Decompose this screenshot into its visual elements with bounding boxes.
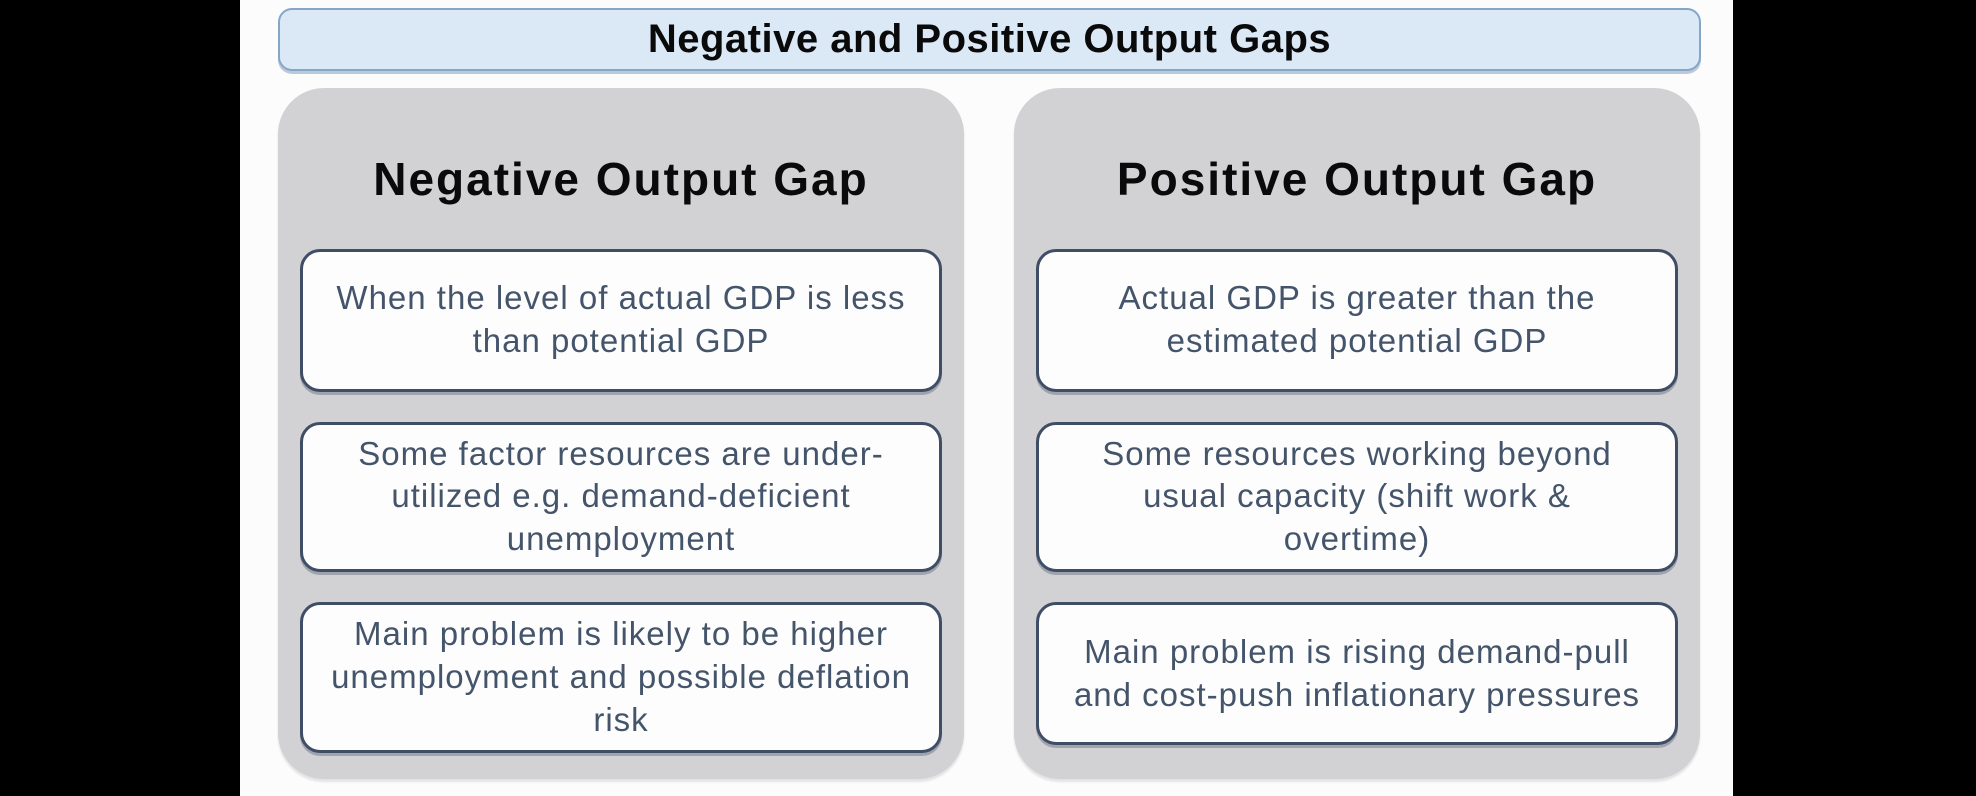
slide-canvas	[240, 0, 1733, 796]
negative-card-definition	[300, 249, 942, 392]
negative-panel-heading: Negative Output Gap	[373, 153, 869, 205]
positive-card-resources-text: Some resources working beyond usual capacity (shift work & overtime)	[1102, 434, 1612, 558]
negative-output-gap-panel	[278, 88, 964, 779]
panels-row	[278, 88, 1700, 779]
negative-cards	[300, 249, 942, 753]
positive-cards	[1036, 249, 1678, 746]
positive-card-resources	[1036, 422, 1678, 573]
positive-card-problem-text: Main problem is rising demand-pull and cost-push inflationary pressures	[1073, 632, 1641, 713]
negative-card-problem-text: Main problem is likely to be higher unemployment and possible deflation risk	[331, 615, 911, 739]
positive-card-definition-text: Actual GDP is greater than the estimated potential GDP	[1118, 279, 1596, 360]
negative-card-definition-text: When the level of actual GDP is less than potential GDP	[336, 279, 906, 360]
negative-card-problem	[300, 602, 942, 753]
negative-card-resources	[300, 422, 942, 573]
positive-card-problem	[1036, 602, 1678, 745]
positive-card-definition	[1036, 249, 1678, 392]
positive-output-gap-panel	[1014, 88, 1700, 779]
negative-card-resources-text: Some factor resources are under-utilized e.g. demand-deficient unemployment	[358, 434, 884, 558]
slide-title: Negative and Positive Output Gaps	[278, 8, 1701, 71]
positive-panel-heading: Positive Output Gap	[1116, 153, 1598, 205]
